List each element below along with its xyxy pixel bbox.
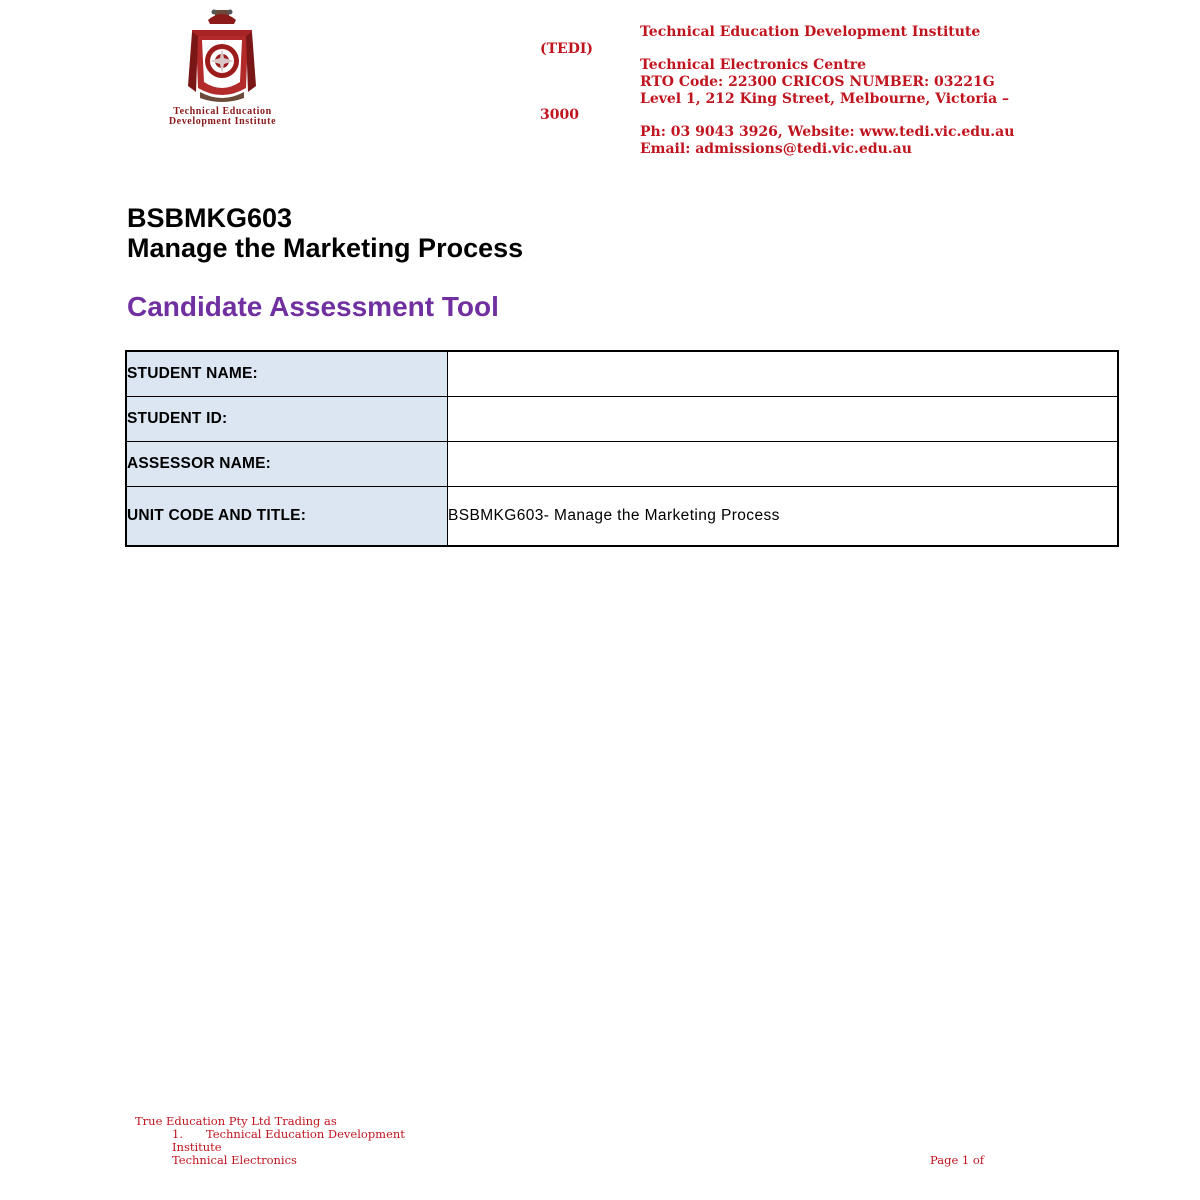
footer-item-text: Technical Education Development — [206, 1127, 405, 1141]
institute-name: Technical Education Development Institute — [640, 24, 981, 40]
email: Email: admissions@tedi.vic.edu.au — [640, 141, 912, 157]
footer-item-continued: Institute — [172, 1140, 222, 1154]
table-row — [126, 397, 1118, 442]
footer-line-cut: Technical Electronics — [172, 1153, 297, 1167]
table-row — [126, 487, 1118, 547]
student-name-label: STUDENT NAME: — [126, 351, 448, 397]
assessor-name-label: ASSESSOR NAME: — [126, 442, 448, 487]
table-row — [126, 442, 1118, 487]
footer-company: True Education Pty Ltd Trading as — [135, 1114, 337, 1128]
centre-name: Technical Electronics Centre — [640, 57, 867, 73]
postcode: 3000 — [540, 107, 579, 123]
student-info-table — [125, 350, 1119, 547]
institute-logo — [140, 6, 305, 128]
unit-code-title-value: BSBMKG603- Manage the Marketing Process — [448, 487, 1119, 547]
tedi-crest-icon — [178, 6, 266, 106]
logo-text-line2: Development Institute — [168, 116, 277, 127]
assessor-name-field[interactable] — [448, 442, 1119, 487]
footer-page-number: Page 1 of — [930, 1153, 985, 1167]
unit-code-heading: BSBMKG603 — [127, 203, 293, 233]
footer-item-number: 1. — [172, 1127, 183, 1141]
phone-website: Ph: 03 9043 3926, Website: www.tedi.vic.edu.au — [640, 124, 1015, 140]
table-row — [126, 351, 1118, 397]
address: Level 1, 212 King Street, Melbourne, Victoria – — [640, 91, 1010, 107]
student-name-field[interactable] — [448, 351, 1119, 397]
rto-code: RTO Code: 22300 CRICOS NUMBER: 03221G — [640, 74, 995, 90]
student-id-field[interactable] — [448, 397, 1119, 442]
student-id-label: STUDENT ID: — [126, 397, 448, 442]
logo-text-line1: Technical Education — [173, 106, 272, 117]
unit-code-title-label: UNIT CODE AND TITLE: — [126, 487, 448, 547]
institute-abbreviation: (TEDI) — [540, 41, 594, 57]
document-subtitle: Candidate Assessment Tool — [127, 291, 499, 322]
unit-title-heading: Manage the Marketing Process — [127, 233, 524, 263]
